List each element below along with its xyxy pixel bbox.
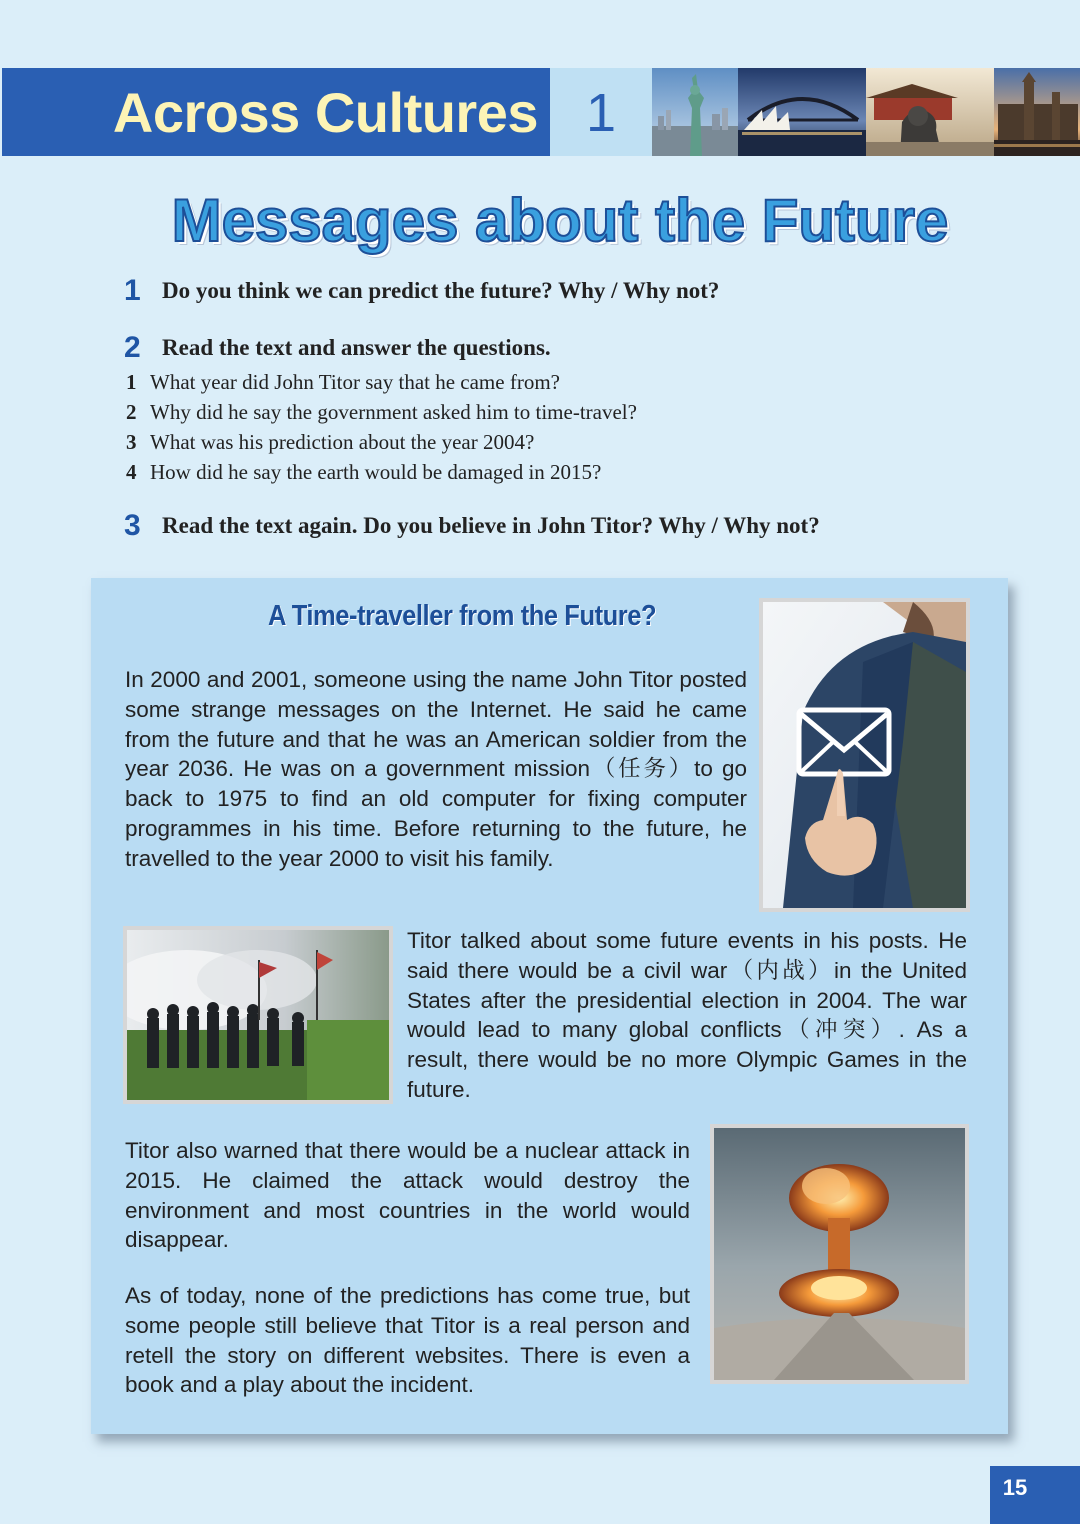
question-number: 1 xyxy=(126,370,137,394)
article-title: A Time-traveller from the Future? xyxy=(268,600,657,632)
question-item xyxy=(126,430,637,460)
article-paragraph-1: In 2000 and 2001, someone using the name John Titor posted some strange messages on the Internet. He said he came from the future and that he was an American soldier from the year 2036. He was on a government mission（任务）to go back to 1975 to find an old computer for fixing computer programmes in his time. Before returning to the future, he travelled to the year 2000 to visit his family. xyxy=(125,667,747,871)
unit-number-box xyxy=(550,68,652,156)
article-paragraph-3: Titor also warned that there would be a nuclear attack in 2015. He claimed the attack would destroy the environment and most countries in the world would disappear. xyxy=(125,1138,690,1253)
email-touch-photo xyxy=(759,598,970,912)
question-list xyxy=(126,370,637,490)
header-banner xyxy=(0,68,1080,156)
question-text: How did he say the earth would be damaged in 2015? xyxy=(150,460,602,484)
article-paragraph-2: Titor talked about some future events in his posts. He said there would be a civil war（内战）in the United States after the presidential election in 2004. The war would lead to many global conflicts（冲突）. As a result, there would be no more Olympic Games in the future. xyxy=(407,928,967,1102)
section-title: Across Cultures xyxy=(112,81,538,144)
task-number: 1 xyxy=(124,274,141,307)
question-text: Why did he say the government asked him to time-travel? xyxy=(150,400,637,424)
question-item xyxy=(126,370,637,400)
page-title: Messages about the Future xyxy=(171,187,949,254)
task-text: Read the text again. Do you believe in John Titor? Why / Why not? xyxy=(162,513,820,538)
question-text: What was his prediction about the year 2004? xyxy=(150,430,535,454)
task-number: 3 xyxy=(124,509,141,542)
question-item xyxy=(126,460,637,490)
nuclear-explosion-photo xyxy=(710,1124,969,1384)
question-text: What year did John Titor say that he came from? xyxy=(150,370,560,394)
civil-war-photo xyxy=(123,926,393,1104)
question-number: 4 xyxy=(126,460,137,484)
task-text: Do you think we can predict the future? Why / Why not? xyxy=(162,278,720,303)
section-title-bar xyxy=(2,68,550,156)
page-number-box xyxy=(990,1466,1080,1524)
question-item xyxy=(126,400,637,430)
task-number: 2 xyxy=(124,331,141,364)
unit-number: 1 xyxy=(585,83,617,143)
question-number: 3 xyxy=(126,430,137,454)
landmarks-photo-strip xyxy=(652,68,1080,156)
task-text: Read the text and answer the questions. xyxy=(162,335,551,360)
page-number: 15 xyxy=(1002,1475,1028,1500)
question-number: 2 xyxy=(126,400,137,424)
article-paragraph-4: As of today, none of the predictions has come true, but some people still believe that Titor is a real person and retell the story on different websites. There is even a book and a play about the incident. xyxy=(125,1283,690,1398)
